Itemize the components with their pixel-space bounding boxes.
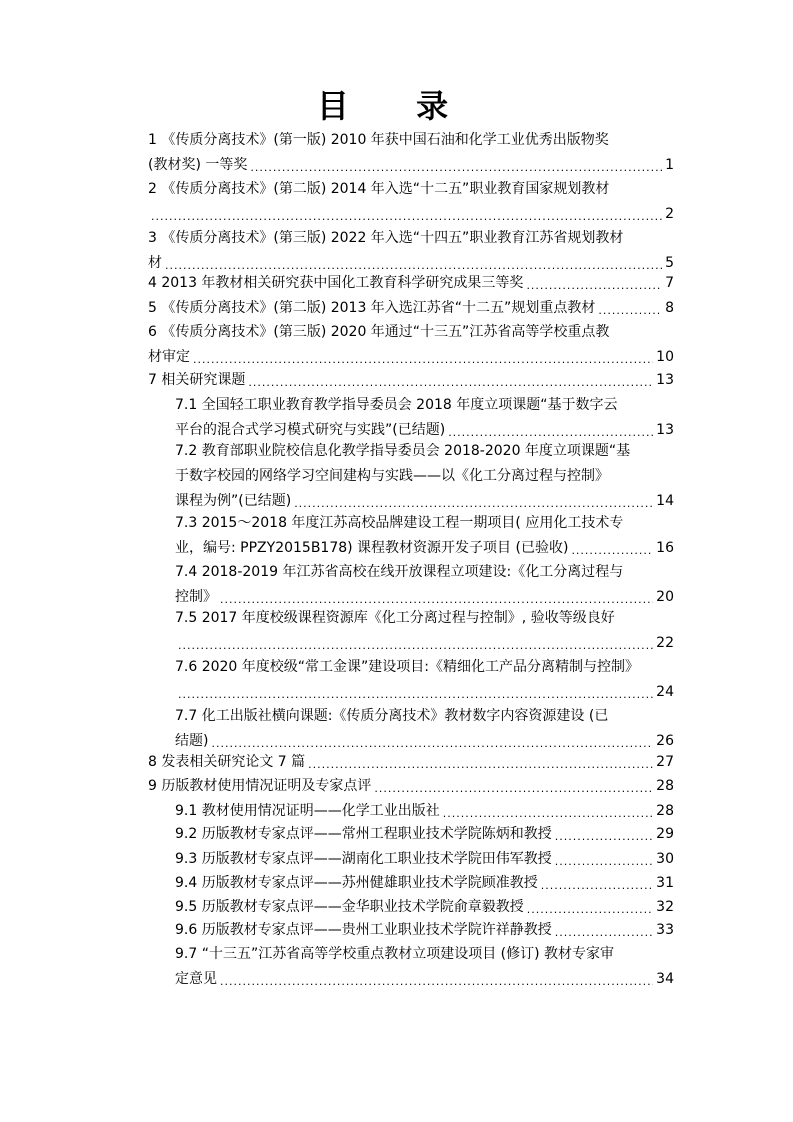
page-number: 34 xyxy=(656,971,674,987)
toc-entry[interactable] xyxy=(148,750,674,775)
dot-leader xyxy=(220,972,653,992)
page-number: 26 xyxy=(656,733,674,749)
toc-entry-line: 平台的混合式学习模式研究与实践”(已结题) xyxy=(175,422,446,438)
dot-leader xyxy=(151,207,662,227)
toc-entry[interactable] xyxy=(175,655,674,705)
toc-entry[interactable] xyxy=(175,704,674,754)
dot-leader xyxy=(443,804,653,824)
toc-entry-line: 9 历版教材使用情况证明及专家点评 xyxy=(148,778,372,794)
dot-leader xyxy=(250,158,662,178)
dot-leader xyxy=(555,923,653,943)
toc-entry-line: 于数字校园的网络学习空间建构与实践——以《化工分离过程与控制》 xyxy=(175,468,609,484)
toc-entry-line: 9.2 历版教材专家点评——常州工程职业技术学院陈炳和教授 xyxy=(175,826,552,842)
page-number: 30 xyxy=(656,851,674,867)
toc-entry-line: 9.6 历版教材专家点评——贵州工业职业技术学院许祥静教授 xyxy=(175,922,552,938)
toc-entry-line: 4 2013 年教材相关研究获中国化工教育科学研究成果三等奖 xyxy=(148,275,524,291)
page-number: 13 xyxy=(656,422,674,438)
toc-entry[interactable] xyxy=(148,774,674,799)
page-number: 28 xyxy=(656,778,674,794)
page-number: 14 xyxy=(656,493,674,509)
dot-leader xyxy=(555,852,653,872)
toc-entry[interactable] xyxy=(148,128,674,178)
dot-leader xyxy=(571,541,653,561)
toc-entry-line: 7.5 2017 年度校级课程资源库《化工分离过程与控制》, 验收等级良好 xyxy=(175,610,615,626)
page-number: 5 xyxy=(665,255,674,271)
page-number: 20 xyxy=(656,589,674,605)
toc-entry-line: 9.4 历版教材专家点评——苏州健雄职业技术学院顾准教授 xyxy=(175,875,538,891)
toc-entry-line: 9.7 “十三五”江苏省高等学校重点教材立项建设项目 (修订) 教材专家审 xyxy=(175,946,615,962)
dot-leader xyxy=(193,350,653,370)
toc-entry[interactable] xyxy=(175,799,674,824)
toc-entry-line: 业，编号: PPZY2015B178) 课程教材资源开发子项目 (已验收) xyxy=(175,540,569,556)
toc-entry-line: 材 xyxy=(148,255,162,271)
toc-entry-line: 控制》 xyxy=(175,589,217,605)
page-number: 32 xyxy=(656,899,674,915)
page-number: 31 xyxy=(656,875,674,891)
toc-entry-line: 7.4 2018-2019 年江苏省高校在线开放课程立项建设:《化工分离过程与 xyxy=(175,564,624,580)
dot-leader xyxy=(248,373,653,393)
page-number: 29 xyxy=(656,826,674,842)
toc-entry[interactable] xyxy=(148,177,674,227)
toc-entry[interactable] xyxy=(148,271,674,296)
toc-entry-line: (教材奖) 一等奖 xyxy=(148,157,248,173)
toc-entry[interactable] xyxy=(175,822,674,847)
toc-entry[interactable] xyxy=(175,439,674,514)
page-number: 16 xyxy=(656,540,674,556)
toc-entry[interactable] xyxy=(148,320,674,370)
dot-leader xyxy=(541,876,653,896)
toc-entry-line: 3 《传质分离技术》(第三版) 2022 年入选“十四五”职业教育江苏省规划教材 xyxy=(148,230,624,246)
page-number: 2 xyxy=(665,206,674,222)
toc-entry-line: 6 《传质分离技术》(第三版) 2020 年通过“十三五”江苏省高等学校重点教 xyxy=(148,324,610,340)
dot-leader xyxy=(555,827,653,847)
page-number: 22 xyxy=(656,635,674,651)
page-number: 27 xyxy=(656,754,674,770)
dot-leader xyxy=(178,685,653,705)
dot-leader xyxy=(598,301,662,321)
toc-entry[interactable] xyxy=(175,560,674,610)
toc-entry[interactable] xyxy=(148,226,674,276)
toc-entry[interactable] xyxy=(175,606,674,656)
dot-leader xyxy=(178,636,653,656)
page-number: 24 xyxy=(656,684,674,700)
toc-entry-line: 定意见 xyxy=(175,971,217,987)
toc-entry-line: 材审定 xyxy=(148,349,190,365)
toc-entry[interactable] xyxy=(175,847,674,872)
toc-entry-line: 9.1 教材使用情况证明——化学工业出版社 xyxy=(175,803,440,819)
toc-entry-line: 8 发表相关研究论文 7 篇 xyxy=(148,754,306,770)
page-number: 33 xyxy=(656,922,674,938)
page-number: 7 xyxy=(665,275,674,291)
page-number: 1 xyxy=(665,157,674,173)
page-number: 8 xyxy=(665,300,674,316)
toc-entry-line: 7 相关研究课题 xyxy=(148,372,246,388)
toc-entry[interactable] xyxy=(148,296,674,321)
toc-entry[interactable] xyxy=(175,918,674,943)
toc-entry[interactable] xyxy=(175,942,674,992)
toc-entry[interactable] xyxy=(175,511,674,561)
toc-entry-line: 5 《传质分离技术》(第二版) 2013 年入选江苏省“十二五”规划重点教材 xyxy=(148,300,596,316)
toc-entry-line: 课程为例”(已结题) xyxy=(175,493,292,509)
dot-leader xyxy=(374,779,653,799)
toc-entry-line: 7.6 2020 年度校级“常工金课”建设项目:《精细化工产品分离精制与控制》 xyxy=(175,659,640,675)
toc-entry-line: 2 《传质分离技术》(第二版) 2014 年入选“十二五”职业教育国家规划教材 xyxy=(148,181,610,197)
toc-entry-line: 9.3 历版教材专家点评——湖南化工职业技术学院田伟军教授 xyxy=(175,851,552,867)
toc-entry[interactable] xyxy=(175,393,674,443)
toc-entry[interactable] xyxy=(175,871,674,896)
toc-entry-line: 7.2 教育部职业院校信息化教学指导委员会 2018-2020 年度立项课题“基 xyxy=(175,443,631,459)
dot-leader xyxy=(308,755,653,775)
toc-entry-line: 1 《传质分离技术》(第一版) 2010 年获中国石油和化学工业优秀出版物奖 xyxy=(148,132,609,148)
page-number: 28 xyxy=(656,803,674,819)
dot-leader xyxy=(527,900,653,920)
toc-entry-line: 7.7 化工出版社横向课题:《传质分离技术》教材数字内容资源建设 (已 xyxy=(175,708,609,724)
page-number: 13 xyxy=(656,372,674,388)
toc-entry[interactable] xyxy=(175,895,674,920)
dot-leader xyxy=(526,276,662,296)
toc-entry-line: 9.5 历版教材专家点评——金华职业技术学院俞章毅教授 xyxy=(175,899,524,915)
toc-entry[interactable] xyxy=(148,368,674,393)
toc-entry-line: 7.3 2015～2018 年度江苏高校品牌建设工程一期项目( 应用化工技术专 xyxy=(175,515,624,531)
page-number: 10 xyxy=(656,349,674,365)
page-title: 目 录 xyxy=(316,87,477,125)
toc-entry-line: 7.1 全国轻工职业教育教学指导委员会 2018 年度立项课题“基于数字云 xyxy=(175,397,618,413)
toc-entry-line: 结题) xyxy=(175,733,209,749)
